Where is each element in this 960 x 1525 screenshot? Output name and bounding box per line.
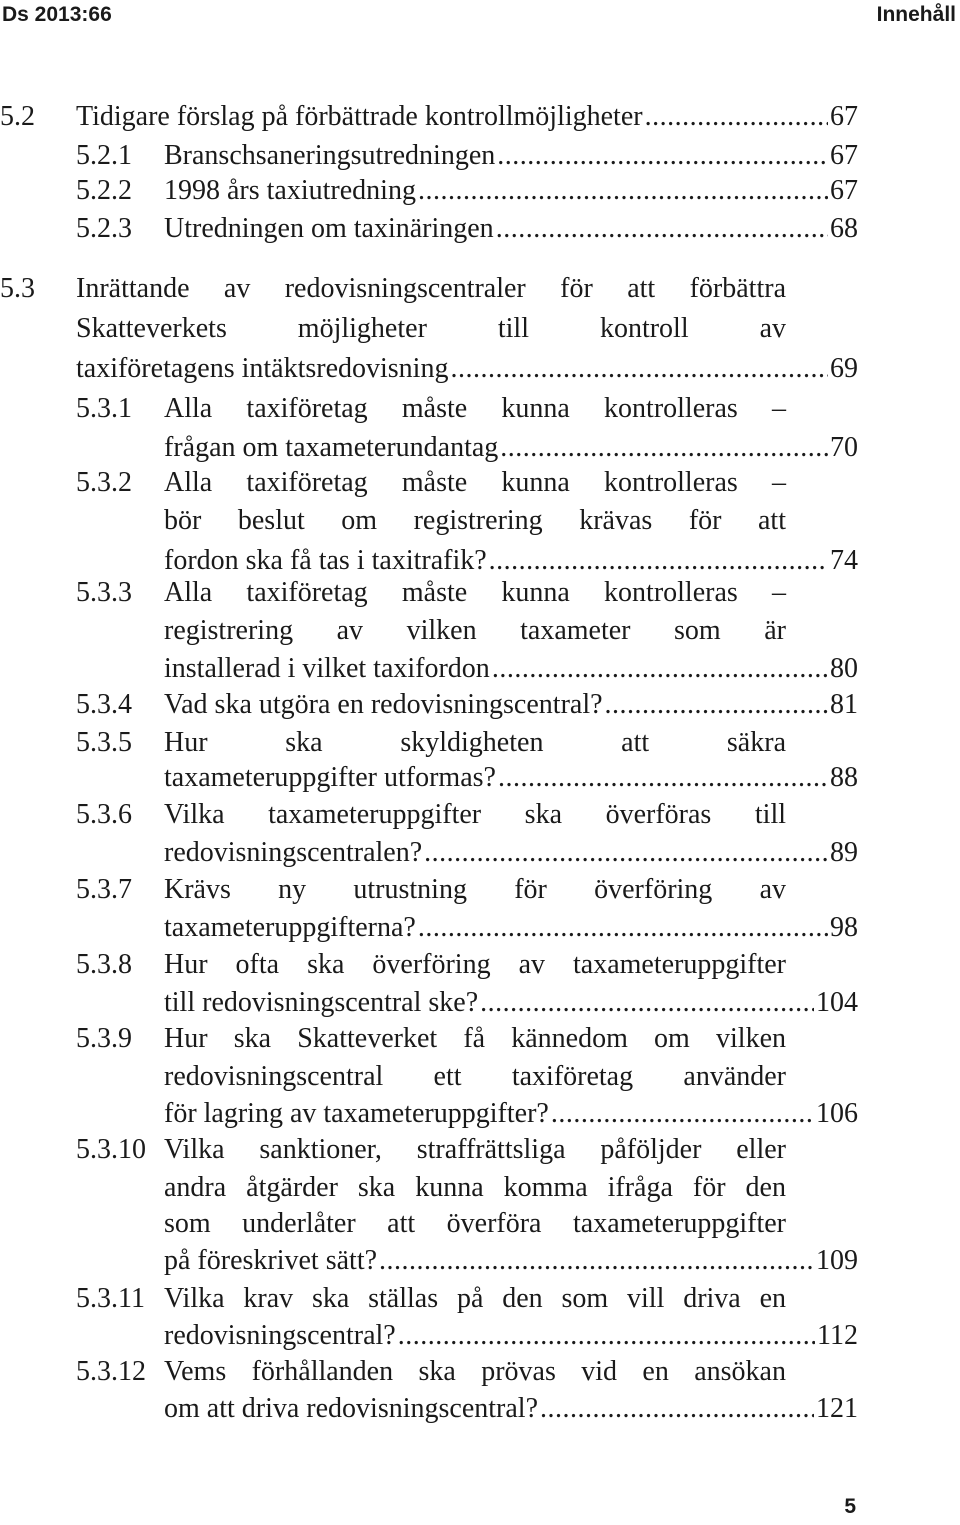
toc-entry-title-line: bör beslut om registrering krävas för att [164,505,786,536]
toc-entry-title-line: andra åtgärder ska kunna komma ifråga för den [164,1172,786,1203]
toc-entry-number: 5.2.2 [76,175,132,206]
toc-entry-title-line: Hur ofta ska överföring av taxameteruppgifter [164,949,786,980]
toc-entry-title-line: Skatteverkets möjligheter till kontroll av [76,313,786,344]
toc-entry-link[interactable] [164,430,858,466]
toc-entry-number: 5.3.9 [76,1023,132,1054]
page-number: 5 [844,1495,856,1518]
toc-entry-title-line: Vilka sanktioner, straffrättsliga påföljder eller [164,1134,786,1165]
toc-entry-link[interactable] [164,575,786,611]
toc-entry-title-line: redovisningscentral? [164,1320,396,1351]
toc-entry-title-line: taxiföretagens intäktsredovisning [76,353,449,384]
toc-entry-link[interactable] [164,503,786,539]
toc-entry-link[interactable] [164,173,858,209]
toc-entry-link[interactable] [164,1206,786,1242]
toc-entry-link[interactable] [164,651,858,687]
toc-entry-title-line: Branschsaneringsutredningen [164,140,496,171]
toc-entry-number: 5.3.2 [76,467,132,498]
toc-entry-link[interactable] [164,1021,786,1057]
dot-leader [418,173,828,209]
dot-leader [379,1243,814,1279]
toc-entry-link[interactable] [164,211,858,247]
toc-entry-title-line: fordon ska få tas i taxitrafik? [164,545,487,576]
toc-entry-link[interactable] [164,613,786,649]
toc-entry-title-line: installerad i vilket taxifordon [164,653,490,684]
toc-entry-page: 106 [816,1098,858,1129]
dot-leader [489,543,828,579]
toc-entry-number: 5.3.10 [76,1134,146,1165]
toc-entry-title-line: Vilka taxameteruppgifter ska överföras till [164,799,786,830]
toc-entry-link[interactable] [164,725,786,761]
toc-entry-page: 68 [830,213,858,244]
toc-entry-title-line: Hur ska skyldigheten att säkra [164,727,786,758]
dot-leader [398,1318,815,1354]
toc-entry-link[interactable] [164,138,858,174]
dot-leader [500,430,828,466]
toc-entry-title-line: frågan om taxameterundantag [164,432,499,463]
toc-entry-title-line: Krävs ny utrustning för överföring av [164,874,786,905]
toc-entry-page: 70 [830,432,858,463]
dot-leader [645,99,828,135]
toc-entry-title-line: Vems förhållanden ska prövas vid en ansökan [164,1356,786,1387]
toc-entry-number: 5.2 [0,101,35,132]
toc-entry-link[interactable] [76,311,786,347]
toc-entry-link[interactable] [164,1318,858,1354]
toc-entry-page: 69 [830,353,858,384]
toc-entry-page: 81 [830,689,858,720]
toc-entry-title-line: Tidigare förslag på förbättrade kontrollmöjligheter [76,101,643,132]
toc-entry-title-line: Vad ska utgöra en redovisningscentral? [164,689,603,720]
toc-entry-title-line: på föreskrivet sätt? [164,1245,378,1276]
toc-entry-page: 109 [816,1245,858,1276]
dot-leader [450,351,828,387]
toc-entry-link[interactable] [164,1243,858,1279]
dot-leader [496,211,828,247]
toc-entry-number: 5.3.12 [76,1356,146,1387]
toc-entry-title-line: till redovisningscentral ske? [164,987,479,1018]
toc-entry-link[interactable] [164,1391,858,1427]
toc-entry-link[interactable] [164,543,858,579]
running-header-right: Innehåll [876,3,956,26]
toc-entry-title-line: Alla taxiföretag måste kunna kontrolleras – [164,393,786,424]
toc-entry-title-line: taxameteruppgifter utformas? [164,762,496,793]
toc-entry-title-line: Utredningen om taxinäringen [164,213,494,244]
toc-entry-title-line: redovisningscentral ett taxiföretag använder [164,1061,786,1092]
toc-entry-link[interactable] [164,1059,786,1095]
toc-entry-title-line: Vilka krav ska ställas på den som vill driva en [164,1283,786,1314]
toc-entry-title-line: Hur ska Skatteverket få kännedom om vilken [164,1023,786,1054]
toc-entry-number: 5.3.3 [76,577,132,608]
toc-entry-title-line: taxameteruppgifterna? [164,912,416,943]
toc-entry-page: 98 [830,912,858,943]
toc-entry-link[interactable] [164,947,786,983]
toc-entry-link[interactable] [76,271,786,307]
toc-entry-link[interactable] [164,797,786,833]
toc-entry-page: 67 [830,140,858,171]
dot-leader [551,1096,814,1132]
dot-leader [492,651,828,687]
dot-leader [480,985,814,1021]
toc-entry-link[interactable] [164,1170,786,1206]
toc-entry-link[interactable] [164,1281,786,1317]
toc-entry-link[interactable] [164,760,858,796]
toc-entry-page: 80 [830,653,858,684]
toc-entry-page: 74 [830,545,858,576]
dot-leader [424,835,828,871]
dot-leader [498,760,828,796]
dot-leader [605,687,828,723]
toc-entry-link[interactable] [164,835,858,871]
toc-entry-link[interactable] [164,687,858,723]
toc-entry-number: 5.3.7 [76,874,132,905]
toc-entry-title-line: Alla taxiföretag måste kunna kontrolleras – [164,467,786,498]
toc-entry-number: 5.3.5 [76,727,132,758]
toc-entry-title-line: registrering av vilken taxameter som är [164,615,786,646]
toc-entry-link[interactable] [164,985,858,1021]
dot-leader [497,138,828,174]
toc-entry-link[interactable] [164,465,786,501]
toc-entry-page: 88 [830,762,858,793]
toc-entry-link[interactable] [164,391,786,427]
running-header-left: Ds 2013:66 [2,3,112,26]
dot-leader [418,910,828,946]
toc-entry-title-line: Alla taxiföretag måste kunna kontrolleras – [164,577,786,608]
toc-entry-page: 121 [816,1393,858,1424]
toc-entry-page: 67 [830,101,858,132]
toc-entry-number: 5.3 [0,273,35,304]
toc-entry-number: 5.2.3 [76,213,132,244]
toc-entry-link[interactable] [164,872,786,908]
toc-entry-title-line: redovisningscentralen? [164,837,423,868]
toc-entry-number: 5.3.1 [76,393,132,424]
toc-entry-link[interactable] [76,351,858,387]
toc-entry-number: 5.3.8 [76,949,132,980]
toc-entry-link[interactable] [164,1096,858,1132]
toc-entry-link[interactable] [76,99,858,135]
dot-leader [540,1391,814,1427]
toc-entry-page: 67 [830,175,858,206]
toc-entry-link[interactable] [164,910,858,946]
toc-entry-page: 89 [830,837,858,868]
toc-entry-link[interactable] [164,1354,786,1390]
toc-entry-number: 5.3.6 [76,799,132,830]
toc-entry-link[interactable] [164,1132,786,1168]
toc-entry-title-line: för lagring av taxameteruppgifter? [164,1098,549,1129]
toc-entry-number: 5.2.1 [76,140,132,171]
toc-entry-title-line: Inrättande av redovisningscentraler för att förbättra [76,273,786,304]
toc-entry-page: 112 [817,1320,858,1351]
toc-entry-page: 104 [816,987,858,1018]
toc-entry-title-line: som underlåter att överföra taxameteruppgifter [164,1208,786,1239]
toc-entry-number: 5.3.11 [76,1283,145,1314]
toc-entry-title-line: om att driva redovisningscentral? [164,1393,538,1424]
toc-entry-number: 5.3.4 [76,689,132,720]
toc-entry-title-line: 1998 års taxiutredning [164,175,416,206]
